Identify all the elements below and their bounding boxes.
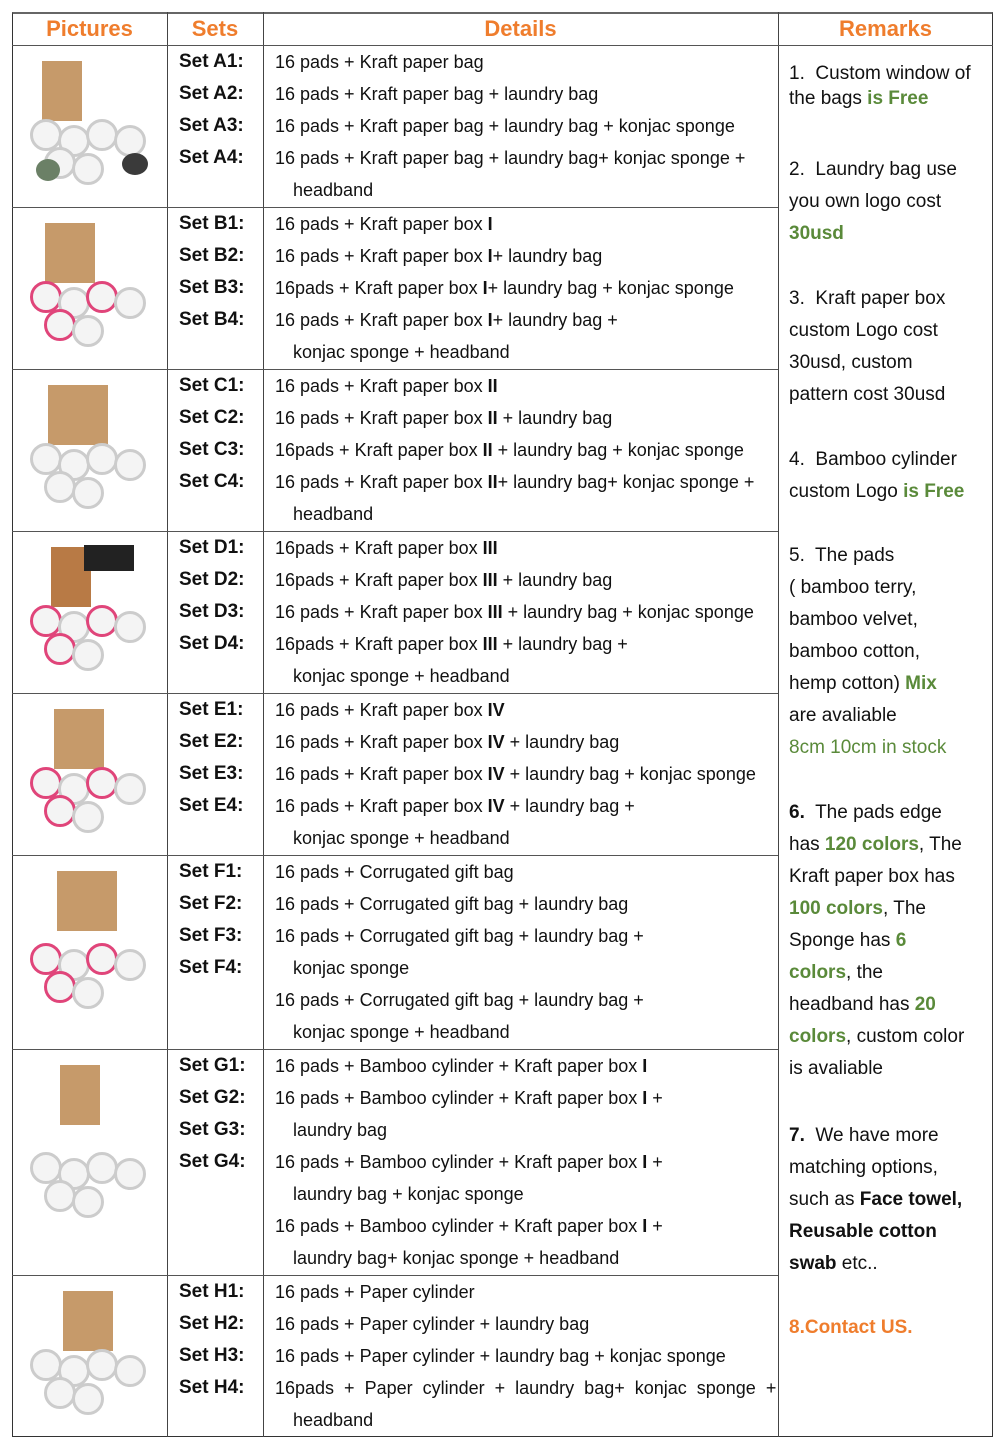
highlight-text: colors: [789, 1026, 847, 1047]
remark-text: We have more: [804, 1125, 939, 1146]
product-photo-set-a: [22, 53, 156, 199]
detail-line: [293, 1016, 510, 1048]
box-size-label: I: [642, 1216, 648, 1236]
pad-illustration: [44, 471, 76, 503]
column-divider: [263, 12, 264, 1437]
remark-text: 6.: [789, 802, 805, 823]
set-label: Set B3:: [179, 277, 245, 298]
box-size-label: I: [487, 214, 493, 234]
set-label: Set C3:: [179, 439, 245, 460]
remark-line: [789, 989, 936, 1021]
remark-text: custom Logo: [789, 481, 904, 502]
detail-text: 16 pads + Bamboo cylinder + Kraft paper box: [275, 1088, 643, 1108]
detail-text: 16 pads + Corrugated gift bag + laundry bag +: [275, 990, 644, 1010]
highlight-text: is Free: [903, 481, 965, 502]
detail-line: [275, 78, 598, 110]
set-label: Set F4:: [179, 957, 243, 978]
detail-text: konjac sponge + headband: [293, 342, 510, 362]
remark-line: [789, 1053, 883, 1085]
detail-text: 16pads + Kraft paper box: [275, 538, 483, 558]
remark-line: [789, 925, 906, 957]
detail-line: [275, 1082, 663, 1114]
pad-illustration: [44, 309, 76, 341]
detail-line: [293, 1242, 619, 1274]
remark-text: , The: [883, 898, 926, 919]
box-size-label: IV: [487, 796, 505, 816]
highlight-text: 30usd: [789, 223, 844, 244]
detail-text: 16 pads + Paper cylinder + laundry bag + konjac sponge: [275, 1346, 726, 1366]
pad-illustration: [86, 1349, 118, 1381]
pad-illustration: [30, 281, 62, 313]
remark-text: 2. Laundry bag use: [789, 159, 957, 180]
pad-illustration: [30, 1152, 62, 1184]
product-photo-set-f: [22, 863, 156, 1041]
remark-text: you own logo cost: [789, 191, 942, 212]
highlight-text: 6: [895, 930, 907, 951]
highlight-text: 100 colors: [789, 898, 883, 919]
set-label: Set A1:: [179, 51, 244, 72]
detail-text: konjac sponge + headband: [293, 1022, 510, 1042]
detail-text: + laundry bag: [497, 408, 613, 428]
pad-illustration: [30, 119, 62, 151]
detail-text: 16 pads + Kraft paper box: [275, 732, 488, 752]
box-size-label: II: [487, 376, 498, 396]
remark-text: 3. Kraft paper box: [789, 288, 946, 309]
set-label: Set B2:: [179, 245, 245, 266]
detail-text: + laundry bag +: [504, 796, 635, 816]
detail-text: 16 pads + Bamboo cylinder + Kraft paper box: [275, 1152, 643, 1172]
detail-text: 16 pads + Paper cylinder + laundry bag: [275, 1314, 590, 1334]
header-sets: Sets: [191, 16, 239, 41]
highlight-text: colors: [789, 962, 847, 983]
remark-line: [789, 1248, 878, 1280]
pad-illustration: [86, 443, 118, 475]
header-divider: [12, 45, 993, 46]
set-label: Set E3:: [179, 763, 244, 784]
detail-text: konjac sponge: [293, 958, 410, 978]
product-photo-set-h: [22, 1283, 156, 1429]
detail-line: [275, 434, 744, 466]
pad-illustration: [72, 1186, 104, 1218]
detail-line: [275, 272, 734, 304]
header-remarks: Remarks: [839, 16, 932, 41]
pad-illustration: [44, 1377, 76, 1409]
box-size-label: II: [487, 472, 498, 492]
set-label: Set D1:: [179, 537, 245, 558]
pad-illustration: [72, 477, 104, 509]
detail-text: 16 pads + Kraft paper box: [275, 796, 488, 816]
detail-line: [275, 596, 754, 628]
detail-text: 16 pads + Kraft paper bag: [275, 52, 484, 72]
remark-line: [789, 668, 937, 700]
remark-text: ( bamboo terry,: [789, 577, 917, 598]
detail-line: [293, 822, 510, 854]
detail-line: [275, 304, 618, 336]
detail-line: [293, 174, 373, 206]
detail-text: 16 pads + Kraft paper bag + laundry bag: [275, 84, 599, 104]
pad-illustration: [44, 971, 76, 1003]
pad-illustration: [86, 605, 118, 637]
detail-line: [275, 240, 602, 272]
remark-line: [789, 861, 955, 893]
pad-illustration: [114, 1355, 146, 1387]
detail-text: 16pads + Kraft paper box: [275, 440, 483, 460]
detail-line: [275, 142, 745, 174]
pad-illustration: [114, 1158, 146, 1190]
detail-text: 16pads + Kraft paper box: [275, 278, 483, 298]
detail-line: [293, 1178, 524, 1210]
remark-text: Kraft paper box has: [789, 866, 955, 887]
pad-illustration: [86, 1152, 118, 1184]
set-label: Set C2:: [179, 407, 245, 428]
detail-line: [275, 402, 612, 434]
detail-line: [293, 336, 510, 368]
pad-illustration: [44, 1180, 76, 1212]
detail-line: [275, 758, 756, 790]
package-illustration: [60, 1065, 100, 1125]
box-size-label: II: [482, 440, 493, 460]
detail-text: 16 pads + Kraft paper box: [275, 310, 488, 330]
remark-text: such as: [789, 1189, 860, 1210]
remark-line: [789, 347, 913, 379]
product-photo-set-b: [22, 215, 156, 361]
remark-line: [789, 283, 945, 315]
remark-line: [789, 797, 942, 829]
set-label: Set G3:: [179, 1119, 246, 1140]
pad-illustration: [86, 119, 118, 151]
remark-text: pattern cost 30usd: [789, 384, 946, 405]
remark-text: 4. Bamboo cylinder: [789, 449, 957, 470]
set-label: Set C1:: [179, 375, 245, 396]
highlight-text: 8cm 10cm in stock: [789, 737, 947, 758]
pad-illustration: [114, 125, 146, 157]
detail-text: 16pads + Kraft paper box: [275, 570, 483, 590]
remark-text: 5. The pads: [789, 545, 895, 566]
pad-illustration: [86, 767, 118, 799]
set-label: Set G1:: [179, 1055, 246, 1076]
remark-line: [789, 893, 926, 925]
remark-text: 7.: [789, 1125, 805, 1146]
detail-text: konjac sponge + headband: [293, 666, 510, 686]
highlight-text: 20: [914, 994, 936, 1015]
remark-line: [789, 444, 957, 476]
package-illustration: [45, 223, 95, 283]
detail-text: + laundry bag +: [497, 634, 628, 654]
pad-illustration: [86, 281, 118, 313]
remark-text: swab: [789, 1253, 837, 1274]
pad-illustration: [30, 767, 62, 799]
remark-line: [789, 315, 938, 347]
remark-line: [789, 604, 918, 636]
pad-illustration: [72, 977, 104, 1009]
header-details: Details: [484, 16, 557, 41]
pad-illustration: [114, 773, 146, 805]
remark-line: [789, 83, 928, 115]
detail-text: 16 pads + Kraft paper box: [275, 602, 488, 622]
package-illustration: [57, 871, 117, 931]
detail-text: 16 pads + Kraft paper box: [275, 376, 488, 396]
pad-illustration: [114, 449, 146, 481]
remark-line: [789, 1312, 913, 1344]
header-pictures: Pictures: [46, 16, 133, 41]
remark-text: Sponge has: [789, 930, 896, 951]
box-size-label: III: [487, 602, 503, 622]
highlight-text: Mix: [905, 673, 937, 694]
pad-illustration: [44, 633, 76, 665]
detail-line: [275, 208, 493, 240]
remark-line: [789, 1021, 964, 1053]
set-label: Set B1:: [179, 213, 245, 234]
remark-text: bamboo cotton,: [789, 641, 920, 662]
detail-line: [275, 694, 505, 726]
detail-text: konjac sponge + headband: [293, 828, 510, 848]
pad-illustration: [44, 795, 76, 827]
remark-line: [789, 476, 964, 508]
detail-text: 16 pads + Corrugated gift bag + laundry bag +: [275, 926, 644, 946]
detail-line: [293, 660, 510, 692]
detail-text: headband: [293, 1410, 374, 1430]
remark-text: 30usd, custom: [789, 352, 913, 373]
box-size-label: I: [487, 310, 493, 330]
remark-text: Reusable cotton: [789, 1221, 937, 1242]
detail-line: [275, 1276, 475, 1308]
box-size-label: I: [482, 278, 488, 298]
detail-line: [275, 564, 612, 596]
product-photo-set-e: [22, 701, 156, 847]
remark-line: [789, 957, 883, 989]
detail-text: + laundry bag + konjac sponge: [487, 278, 734, 298]
remark-line: [789, 218, 844, 250]
pad-illustration: [36, 159, 60, 181]
remark-line: [789, 1184, 962, 1216]
remark-line: [789, 1120, 939, 1152]
package-illustration: [84, 545, 134, 571]
remark-text: , custom color: [846, 1026, 965, 1047]
detail-text: + laundry bag + konjac sponge: [502, 602, 754, 622]
column-divider: [167, 12, 168, 1437]
remark-line: [789, 636, 920, 668]
package-illustration: [42, 61, 82, 121]
remark-text: the bags: [789, 88, 868, 109]
set-label: Set H4:: [179, 1377, 245, 1398]
detail-line: [275, 856, 514, 888]
remark-text: Face towel,: [859, 1189, 963, 1210]
pad-illustration: [86, 943, 118, 975]
detail-text: +: [647, 1216, 663, 1236]
remark-text: 1. Custom window of: [789, 63, 971, 84]
set-label: Set D3:: [179, 601, 245, 622]
detail-line: [275, 726, 619, 758]
remark-line: [789, 829, 962, 861]
box-size-label: I: [642, 1056, 648, 1076]
box-size-label: III: [482, 538, 498, 558]
box-size-label: IV: [487, 764, 505, 784]
box-size-label: I: [642, 1152, 648, 1172]
product-photo-set-c: [22, 377, 156, 523]
detail-text: 16 pads + Kraft paper box: [275, 246, 488, 266]
detail-text: 16 pads + Bamboo cylinder + Kraft paper box: [275, 1056, 643, 1076]
detail-text: + laundry bag: [492, 246, 603, 266]
column-divider: [778, 12, 779, 1437]
detail-text: 16pads + Paper cylinder + laundry bag+ konjac sponge +: [275, 1378, 777, 1398]
detail-text: 16 pads + Kraft paper box: [275, 472, 488, 492]
highlight-text: 120 colors: [824, 834, 919, 855]
package-illustration: [63, 1291, 113, 1351]
set-label: Set A4:: [179, 147, 244, 168]
remark-text: , The: [918, 834, 962, 855]
detail-text: + laundry bag + konjac sponge: [492, 440, 744, 460]
detail-text: + laundry bag: [497, 570, 613, 590]
detail-line: [275, 984, 644, 1016]
pad-illustration: [72, 1383, 104, 1415]
pad-illustration: [114, 287, 146, 319]
detail-line: [275, 628, 628, 660]
pad-illustration: [72, 801, 104, 833]
set-label: Set F3:: [179, 925, 243, 946]
detail-line: [275, 920, 644, 952]
box-size-label: IV: [487, 700, 505, 720]
pad-illustration: [114, 949, 146, 981]
remark-text: bamboo velvet,: [789, 609, 918, 630]
remark-line: [789, 1152, 938, 1184]
detail-text: 16 pads + Kraft paper box: [275, 700, 488, 720]
remark-line: [789, 700, 897, 732]
detail-line: [275, 1210, 663, 1242]
remark-line: [789, 379, 945, 411]
product-photo-set-g: [22, 1057, 156, 1267]
remark-text: etc..: [836, 1253, 878, 1274]
detail-line: [293, 1404, 373, 1436]
pad-illustration: [72, 153, 104, 185]
set-label: Set G2:: [179, 1087, 246, 1108]
detail-text: laundry bag+ konjac sponge + headband: [293, 1248, 620, 1268]
detail-text: headband: [293, 504, 374, 524]
detail-text: 16 pads + Bamboo cylinder + Kraft paper box: [275, 1216, 643, 1236]
pad-illustration: [114, 611, 146, 643]
detail-text: headband: [293, 180, 374, 200]
detail-line: [275, 370, 498, 402]
remark-line: [789, 186, 941, 218]
package-illustration: [48, 385, 108, 445]
set-label: Set H2:: [179, 1313, 245, 1334]
detail-text: + laundry bag +: [492, 310, 618, 330]
detail-line: [275, 1308, 589, 1340]
box-size-label: I: [487, 246, 493, 266]
detail-line: [275, 1050, 647, 1082]
detail-text: 16 pads + Kraft paper box: [275, 214, 488, 234]
box-size-label: IV: [487, 732, 505, 752]
detail-text: + laundry bag+ konjac sponge +: [497, 472, 755, 492]
package-illustration: [54, 709, 104, 769]
set-label: Set D4:: [179, 633, 245, 654]
detail-text: 16pads + Kraft paper box: [275, 634, 483, 654]
remark-text: The pads edge: [804, 802, 942, 823]
pad-illustration: [30, 605, 62, 637]
detail-line: [275, 532, 498, 564]
detail-line: [275, 1372, 776, 1404]
remark-text: , the: [846, 962, 884, 983]
detail-text: laundry bag + konjac sponge: [293, 1184, 524, 1204]
set-label: Set G4:: [179, 1151, 246, 1172]
detail-line: [293, 498, 373, 530]
detail-line: [293, 1114, 387, 1146]
remark-text: are avaliable: [789, 705, 897, 726]
box-size-label: III: [482, 570, 498, 590]
set-label: Set D2:: [179, 569, 245, 590]
detail-text: laundry bag: [293, 1120, 388, 1140]
detail-line: [275, 1146, 663, 1178]
product-photo-set-d: [22, 539, 156, 685]
set-label: Set E1:: [179, 699, 244, 720]
set-label: Set E2:: [179, 731, 244, 752]
set-label: Set B4:: [179, 309, 245, 330]
detail-line: [275, 466, 754, 498]
remark-line: [789, 154, 957, 186]
remark-text: headband has: [789, 994, 915, 1015]
remark-line: [789, 540, 894, 572]
detail-text: 16 pads + Kraft paper box: [275, 764, 488, 784]
pad-illustration: [30, 1349, 62, 1381]
highlight-text: is Free: [867, 88, 929, 109]
detail-line: [275, 1340, 726, 1372]
remark-text: hemp cotton): [789, 673, 906, 694]
set-label: Set F2:: [179, 893, 243, 914]
detail-text: 16 pads + Paper cylinder: [275, 1282, 475, 1302]
detail-line: [293, 952, 409, 984]
detail-line: [275, 46, 484, 78]
set-label: Set E4:: [179, 795, 244, 816]
remark-text: has: [789, 834, 825, 855]
detail-text: + laundry bag: [504, 732, 620, 752]
pad-illustration: [72, 639, 104, 671]
detail-text: 16 pads + Kraft paper bag + laundry bag + konjac sponge: [275, 116, 735, 136]
pad-illustration: [30, 443, 62, 475]
remark-line: [789, 1216, 937, 1248]
box-size-label: II: [487, 408, 498, 428]
pad-illustration: [72, 315, 104, 347]
set-label: Set F1:: [179, 861, 243, 882]
detail-line: [275, 790, 635, 822]
remark-line: [789, 732, 946, 764]
remark-line: [789, 572, 916, 604]
detail-text: +: [647, 1088, 663, 1108]
set-label: Set H1:: [179, 1281, 245, 1302]
set-label: Set H3:: [179, 1345, 245, 1366]
box-size-label: III: [482, 634, 498, 654]
remark-text: is avaliable: [789, 1058, 883, 1079]
detail-text: 16 pads + Corrugated gift bag: [275, 862, 514, 882]
detail-line: [275, 110, 735, 142]
detail-text: + laundry bag + konjac sponge: [504, 764, 756, 784]
detail-text: 16 pads + Kraft paper bag + laundry bag+ konjac sponge +: [275, 148, 746, 168]
box-size-label: I: [642, 1088, 648, 1108]
contact-us-link[interactable]: 8.Contact US.: [789, 1317, 913, 1338]
detail-line: [275, 888, 628, 920]
detail-text: 16 pads + Corrugated gift bag + laundry bag: [275, 894, 629, 914]
set-label: Set C4:: [179, 471, 245, 492]
pad-illustration: [122, 153, 148, 175]
remark-text: matching options,: [789, 1157, 938, 1178]
detail-text: +: [647, 1152, 663, 1172]
set-label: Set A2:: [179, 83, 244, 104]
set-label: Set A3:: [179, 115, 244, 136]
remark-text: custom Logo cost: [789, 320, 938, 341]
detail-text: 16 pads + Kraft paper box: [275, 408, 488, 428]
